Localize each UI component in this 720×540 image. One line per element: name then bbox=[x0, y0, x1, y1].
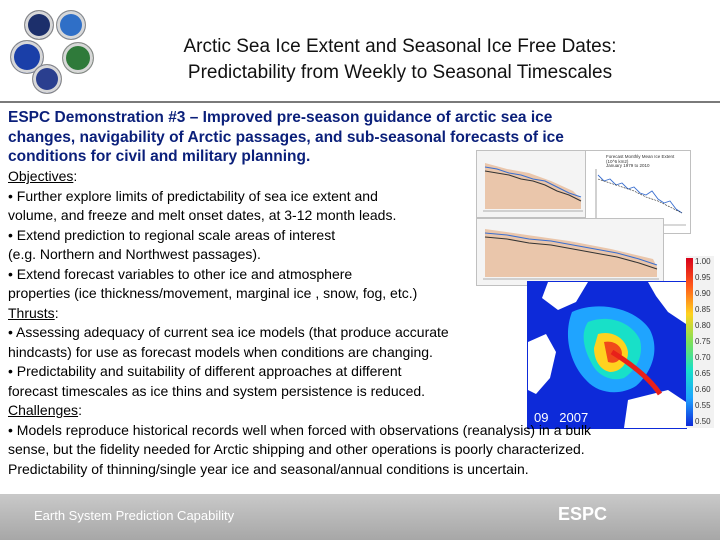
colorbar-tick: 0.75 bbox=[695, 337, 711, 346]
objectives-label-line: Objectives: bbox=[8, 168, 78, 184]
thrusts-label: Thrusts bbox=[8, 304, 55, 321]
thrust-line: hindcasts) for use as forecast models when conditions are changing. bbox=[8, 343, 433, 360]
map-date-label: 09 2007 bbox=[534, 410, 589, 425]
heading-line-3: conditions for civil and military planning. bbox=[8, 148, 311, 165]
footer-program-name: Earth System Prediction Capability bbox=[34, 508, 235, 523]
colorbar-tick: 1.00 bbox=[695, 257, 711, 266]
agency-logos bbox=[6, 10, 96, 92]
thrust-line: • Predictability and suitability of different approaches at different bbox=[8, 363, 402, 379]
colorbar-tick: 0.70 bbox=[695, 353, 711, 362]
colorbar-tick: 0.90 bbox=[695, 289, 711, 298]
footer-bar bbox=[0, 494, 720, 540]
objective-line: • Extend forecast variables to other ice and atmosphere bbox=[8, 265, 353, 282]
heading-line-1: ESPC Demonstration #3 – Improved pre-season guidance of arctic sea ice bbox=[8, 109, 553, 126]
page-title bbox=[100, 34, 700, 86]
thrust-line: forecast timescales as ice thins and system persistence is reduced. bbox=[8, 382, 426, 399]
thrusts-label-line: Thrusts: bbox=[8, 304, 59, 321]
objective-line: • Extend prediction to regional scale areas of interest bbox=[8, 226, 336, 243]
colorbar-tick: 0.80 bbox=[695, 321, 711, 330]
body-text bbox=[8, 167, 716, 479]
line-chart-subtitle: January 1979 to 2010 bbox=[606, 163, 650, 168]
navy-seal-logo bbox=[24, 10, 54, 40]
objective-line: • Further explore limits of predictability of sea ice extent and bbox=[8, 187, 378, 204]
objectives-label: Objectives bbox=[8, 168, 74, 184]
colorbar-tick: 0.65 bbox=[695, 369, 711, 378]
title-line-2: Predictability from Weekly to Seasonal Timescales bbox=[187, 62, 613, 83]
challenges-label: Challenges bbox=[8, 402, 79, 418]
colorbar-tick: 0.85 bbox=[695, 305, 711, 314]
energy-seal-logo bbox=[62, 42, 94, 74]
objective-line: (e.g. Northern and Northwest passages). bbox=[8, 246, 261, 262]
colorbar-tick: 0.95 bbox=[695, 273, 711, 282]
challenge-line: • Models reproduce historical records well when forced with observations (reanalysis) in a bulk bbox=[8, 421, 592, 438]
colorbar-tick: 0.55 bbox=[695, 401, 711, 410]
colorbar-tick: 0.60 bbox=[695, 385, 711, 394]
objective-line: volume, and freeze and melt onset dates, at 3-12 month leads. bbox=[8, 207, 397, 223]
challenge-line: sense, but the fidelity needed for Arctic shipping and other operations is poorly characterized. bbox=[8, 441, 585, 457]
noaa-seal-logo bbox=[56, 10, 86, 40]
air-force-seal-logo bbox=[32, 64, 62, 94]
title-divider bbox=[0, 101, 720, 103]
line-chart-title: Forecast Monthly Mean Ice Extent (10^6 km2) bbox=[606, 154, 675, 164]
challenge-line: Predictability of thinning/single year ice and seasonal/annual conditions is uncertain. bbox=[8, 460, 529, 477]
challenges-label-line: Challenges: bbox=[8, 402, 82, 418]
heading-line-2: changes, navigability of Arctic passages, and sub-seasonal forecasts of ice bbox=[8, 128, 564, 146]
colorbar-tick: 0.50 bbox=[695, 417, 711, 426]
footer-espc-logo: ESPC bbox=[558, 504, 608, 524]
thrust-line: • Assessing adequacy of current sea ice models (that produce accurate bbox=[8, 324, 449, 340]
title-line-1: Arctic Sea Ice Extent and Seasonal Ice Free Dates: bbox=[183, 36, 617, 57]
objective-line: properties (ice thickness/movement, marginal ice , snow, fog, etc.) bbox=[8, 285, 418, 301]
